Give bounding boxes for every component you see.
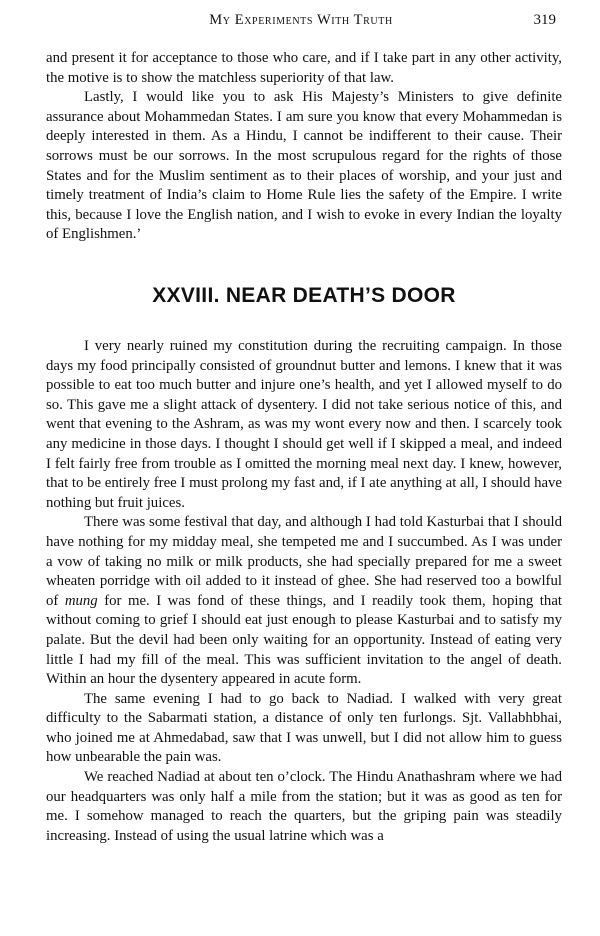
paragraph-2 <box>46 513 562 689</box>
paragraph-1-text: I very nearly ruined my constitution during the recruiting campaign. In those days my food principally consisted of groundnut butter and lemons. I knew that it was possible to eat too much butter and injure one’s health, and yet I allowed myself to do so. This gave me a slight attack of dysentery. I did not take serious notice of this, and went that evening to the Ashram, as was my wont every now and then. I scarcely took any medicine in those days. I thought I should get well if I skipped a meal, and indeed I felt fairly free from trouble as I omitted the morning meal next day. I knew, however, that to be entirely free I must prolong my fast and, if I ate anything at all, I should have nothing but fruit juices. <box>46 338 562 511</box>
page-number: 319 <box>533 12 556 28</box>
paragraph-letter-closing: Lastly, I would like you to ask His Majesty’s Ministers to give definite assurance about Mohammedan States. I am sure you know that every Mohammedan is deeply interested in them. As a Hindu, I cannot be indifferent to their cause. Their sorrows must be our sorrows. In the most scrupulous regard for the rights of those States and for the Muslim sentiment as to their places of worship, and your just and timely treatment of India’s claim to Home Rule lies the safety of the Empire. I write this, because I love the English nation, and I wish to evoke in every Indian the loyalty of Englishmen.’ <box>46 89 562 243</box>
paragraph-2-text-end: for me. I was fond of these things, and I readily took them, hoping that without coming to grief I should eat just enough to please Kasturbai and to satisfy my palate. But the devil had been only waiting for an opportunity. Instead of eating very little I had my fill of the meal. This was sufficient invitation to the angel of death. Within an hour the dysentery appeared in acute form. <box>46 592 562 688</box>
paragraph-1 <box>46 337 562 513</box>
running-header <box>46 12 556 34</box>
paragraph-3 <box>46 690 562 768</box>
paragraph-continued: and present it for acceptance to those who care, and if I take part in any other activity, the motive is to show the matchless superiority of that law. <box>46 50 562 86</box>
running-title: My Experiments With Truth <box>209 12 393 28</box>
chapter-heading: XXVIII. NEAR DEATH’S DOOR <box>152 284 456 307</box>
chapter-body <box>46 337 562 846</box>
continued-text-block <box>46 49 562 245</box>
paragraph-3-text: The same evening I had to go back to Nadiad. I walked with very great difficulty to the Sabarmati station, a distance of only ten furlongs. Sjt. Vallabhbhai, who joined me at Ahmedabad, saw that I was unwell, but I did not allow him to guess how unbearable the pain was. <box>46 690 562 766</box>
paragraph-4-text: We reached Nadiad at about ten o’clock. The Hindu Anathashram where we had our headquarters was only half a mile from the station; but it was as good as ten for me. I somehow managed to reach the quarters, but the griping pain was steadily increasing. Instead of using the usual latrine which was a <box>46 769 562 844</box>
italic-word-mung: mung <box>64 592 98 609</box>
paragraph-4 <box>46 768 562 846</box>
paragraph-2-text-start: There was some festival that day, and although I had told Kasturbai that I should have nothing for my midday meal, she tempeted me and I succumbed. As I was under a vow of taking no milk or milk products, she had specially prepared for me a sweet wheaten porridge with oil added to it instead of ghee. She had reserved too a bowlful of <box>46 514 562 609</box>
